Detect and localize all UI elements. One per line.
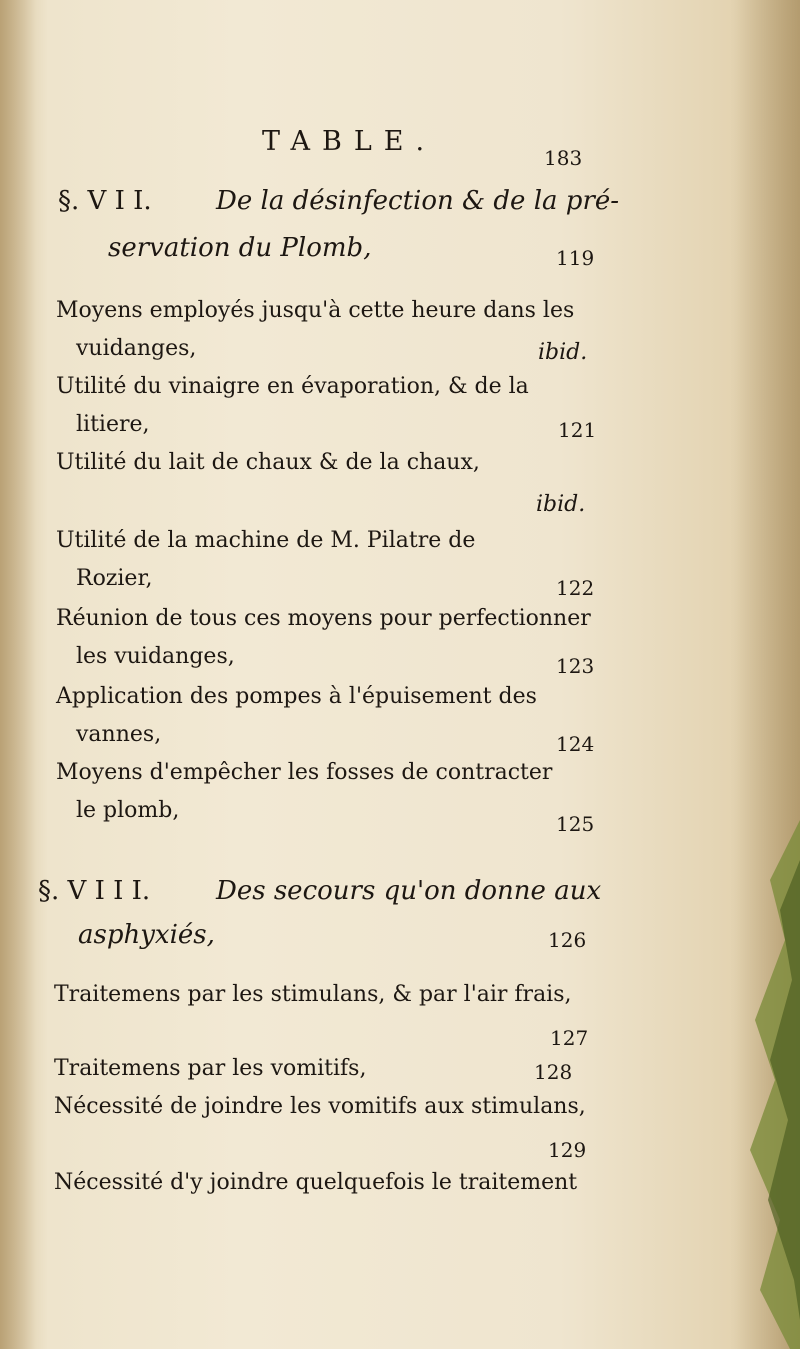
entry-line: Application des pompes à l'épuisement des	[56, 684, 537, 709]
entry-line: Utilité du vinaigre en évaporation, & de la	[56, 374, 529, 399]
entry-line: Moyens d'empêcher les fosses de contracter	[56, 760, 553, 785]
entry-line: Nécessité de joindre les vomitifs aux stimulans,	[54, 1094, 586, 1119]
entry-line-continued: Rozier,	[76, 566, 153, 591]
entry-line: Nécessité d'y joindre quelquefois le traitement	[54, 1170, 578, 1195]
running-title: TABLE.	[262, 126, 437, 157]
entry-page: 129	[548, 1138, 587, 1162]
entry-page: ibid.	[538, 340, 588, 365]
entry-line-continued: vannes,	[76, 722, 162, 747]
entry-line: Utilité de la machine de M. Pilatre de	[56, 528, 476, 553]
entry-page: ibid.	[536, 492, 586, 517]
entry-page: 122	[556, 576, 595, 600]
entry-page: 121	[558, 418, 597, 442]
section-mark: §. V I I.	[58, 186, 152, 216]
page-number: 183	[544, 146, 583, 170]
entry-line-continued: le plomb,	[76, 798, 180, 823]
section-title-continued: servation du Plomb,	[108, 233, 372, 263]
entry-page: 127	[550, 1026, 589, 1050]
entry-line-continued: litiere,	[76, 412, 150, 437]
entry-line-continued: les vuidanges,	[76, 644, 235, 669]
page-edge-stain-left	[0, 0, 36, 1349]
section-title: Des secours qu'on donne aux	[216, 876, 602, 906]
entry-page: 124	[556, 732, 595, 756]
section-mark: §. V I I I.	[38, 876, 151, 906]
section-page: 126	[548, 928, 587, 952]
section-title: De la désinfection & de la pré-	[216, 186, 620, 216]
entry-line: Utilité du lait de chaux & de la chaux,	[56, 450, 480, 475]
entry-page: 128	[534, 1060, 573, 1084]
entry-line: Réunion de tous ces moyens pour perfectionner	[56, 606, 591, 631]
section-title-continued: asphyxiés,	[78, 920, 215, 950]
entry-line: Moyens employés jusqu'à cette heure dans les	[56, 298, 575, 323]
section-page: 119	[556, 246, 595, 270]
entry-line: Traitemens par les stimulans, & par l'air frais,	[54, 982, 572, 1007]
entry-line: Traitemens par les vomitifs,	[54, 1056, 367, 1081]
entry-page: 123	[556, 654, 595, 678]
entry-line-continued: vuidanges,	[76, 336, 197, 361]
entry-page: 125	[556, 812, 595, 836]
pressed-plant-decoration	[730, 820, 800, 1349]
